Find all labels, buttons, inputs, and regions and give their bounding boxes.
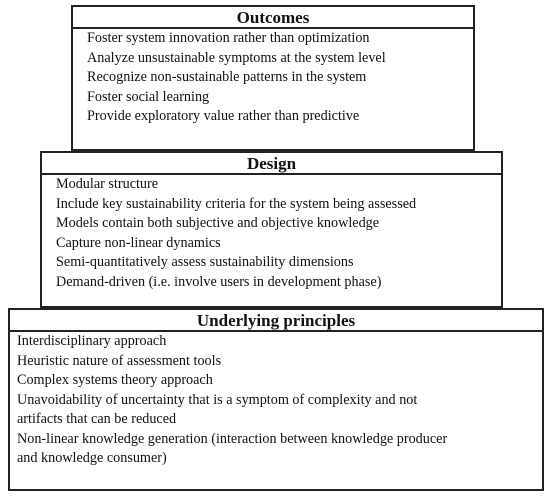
principles-item: Unavoidability of uncertainty that is a symptom of complexity and not artifacts that can be reduced (17, 391, 418, 427)
outcomes-item: Analyze unsustainable symptoms at the system level (87, 49, 386, 66)
design-item: Demand-driven (i.e. involve users in development phase) (56, 273, 382, 290)
design-box (40, 151, 503, 308)
principles-item: Interdisciplinary approach (17, 333, 167, 349)
principles-list (10, 332, 542, 469)
outcomes-box (71, 5, 475, 151)
design-item: Capture non-linear dynamics (56, 234, 221, 251)
principles-item: Non-linear knowledge generation (interaction between knowledge producer and knowledge consumer) (17, 430, 448, 466)
principles-item: Complex systems theory approach (17, 372, 213, 388)
design-item: Semi-quantitatively assess sustainability dimensions (56, 254, 354, 270)
outcomes-item: Foster social learning (87, 88, 210, 105)
outcomes-item: Foster system innovation rather than optimization (87, 30, 370, 46)
outcomes-title: Outcomes (73, 7, 473, 29)
principles-title: Underlying principles (10, 310, 542, 332)
outcomes-item: Provide exploratory value rather than predictive (87, 108, 360, 124)
design-list (42, 175, 501, 292)
design-title: Design (42, 153, 501, 175)
outcomes-item: Recognize non-sustainable patterns in the system (87, 69, 367, 85)
design-item: Include key sustainability criteria for the system being assessed (56, 195, 417, 212)
design-item: Modular structure (56, 176, 159, 192)
principles-item: Heuristic nature of assessment tools (17, 352, 222, 369)
design-item: Models contain both subjective and objective knowledge (56, 215, 380, 231)
principles-box (8, 308, 544, 491)
outcomes-list (73, 29, 473, 127)
